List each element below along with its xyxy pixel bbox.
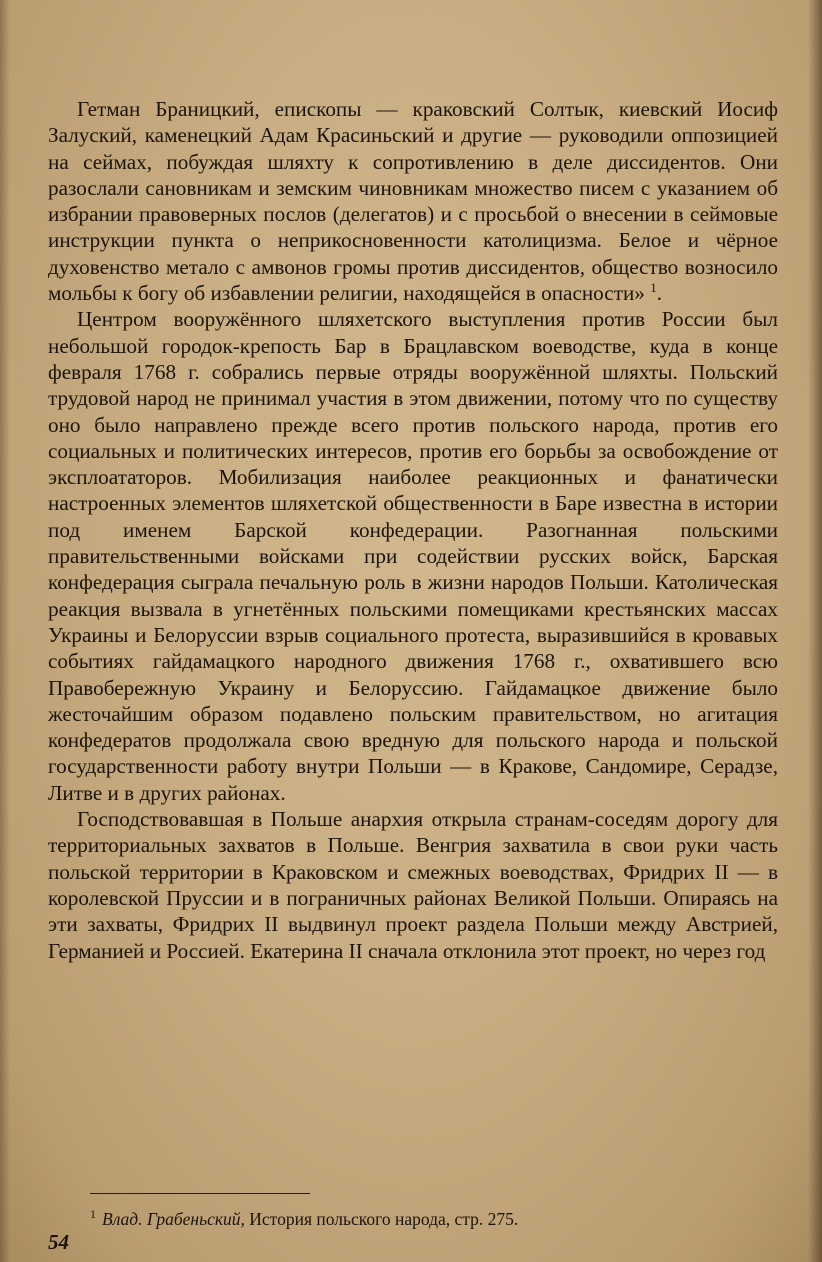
page-right-shadow [808,0,822,1262]
paragraph-3: Господствовавшая в Польше анархия открыла странам-соседям дорогу для территориальных захватов в Польше. Венгрия захватила в свои руки часть польской территории в Краковском и смежных воеводствах, Фридрих II — в королевской Пруссии и в пограничных районах Великой Польши. Опираясь на эти захваты, Фридрих II выдвинул проект раздела Польши между Австрией, Германией и Россией. Екатерина II сначала отклонила этот проект, но через год [48,807,778,963]
footnote-divider [90,1193,310,1194]
footnote-author: Влад. Грабеньский, [102,1208,245,1229]
page-number: 54 [48,1230,69,1254]
footnote-reference: 1 [650,280,657,296]
page-left-shadow [0,0,10,1262]
main-text [48,96,778,964]
footnote [90,1203,790,1230]
paragraph-1: Гетман Браницкий, епископы — краковский Солтык, киевский Иосиф Залуский, каменецкий Адам Красиньский и другие — руководили оппозицией на сеймах, побуждая шляхту к сопротивлению в деле диссидентов. Они разослали сановникам и земским чиновникам множество писем с указанием об избрании правоверных послов (делегатов) и с просьбой о внесении в сеймовые инструкции пункта о неприкосновенности католицизма. Белое и чёрное духовенство метало с амвонов громы против диссидентов, общество возносило мольбы к богу об избавлении религии, находящейся в опасности» $^1$. [48,97,778,306]
footnote-text: История польского народа, стр. 275. [244,1208,519,1229]
footnote-number: 1 [90,1207,96,1221]
paragraph-2: Центром вооружённого шляхетского выступления против России был небольшой городок-крепость Бар в Брацлавском воеводстве, куда в конце февраля 1768 г. собрались первые отряды вооружённой шляхты. Польский трудовой народ не принимал участия в этом движении, потому что по существу оно было направлено прежде всего против польского народа, против его социальных и политических интересов, против его борьбы за освобождение от эксплоататоров. Мобилизация наиболее реакционных и фанатически настроенных элементов шляхетской общественности в Баре известна в истории под именем Барской конфедерации. Разогнанная польскими правительственными войсками при содействии русских войск, Барская конфедерация сыграла печальную роль в жизни народов Польши. Католическая реакция вызвала в угнетённых польскими помещиками крестьянских массах Украины и Белоруссии взрыв социального протеста, выразившийся в кровавых событиях гайдамацкого народного движения 1768 г., охватившего всю Правобережную Украину и Белоруссию. Гайдамацкое движение было жесточайшим образом подавлено польским правительством, но агитация конфедератов продолжала свою вредную для польского народа и польской государственности работу внутри Польши — в Кракове, Сандомире, Серадзе, Литве и в других районах. [48,307,778,805]
paragraph-1-text: Гетман Браницкий, епископы — краковский Солтык, киевский Иосиф Залуский, каменецкий Адам Красиньский и другие — руководили оппозицией на сеймах, побуждая шляхту к сопротивлению в деле диссидентов. Они разослали сановникам и земским чиновникам множество писем с указанием об избрании правоверных послов (делегатов) и с просьбой о внесении в сеймовые инструкции пункта о неприкосновенности католицизма. Белое и чёрное духовенство метало с амвонов громы против диссидентов, общество возносило мольбы к богу об избавлении религии, находящейся в опасности» [48,97,778,306]
